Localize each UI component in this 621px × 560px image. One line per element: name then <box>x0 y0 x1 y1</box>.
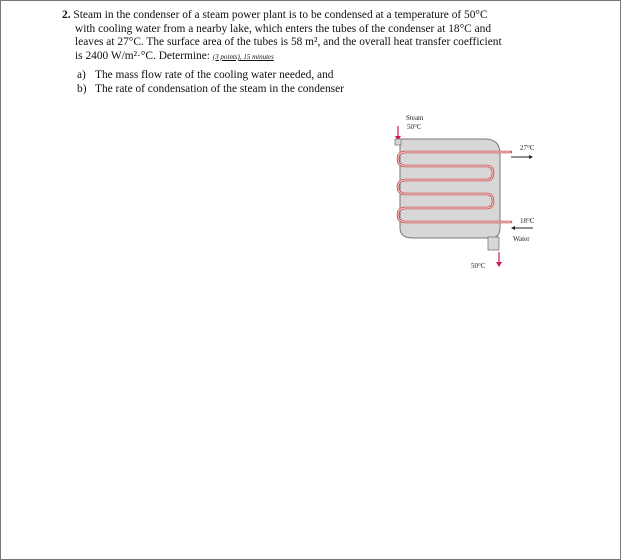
steam-temp-label: 50°C <box>407 123 422 131</box>
condensate-temp-label: 50°C <box>471 262 486 270</box>
problem-number: 2. <box>62 9 71 21</box>
problem-statement <box>62 9 550 64</box>
task-list <box>77 69 344 96</box>
water-inlet-temp-label: 18°C <box>520 217 535 225</box>
task-label: b) <box>77 82 87 95</box>
condenser-diagram <box>380 110 560 280</box>
water-inlet-arrow <box>511 226 533 230</box>
task-item-b <box>77 83 344 97</box>
problem-line-3: leaves at 27°C. The surface area of the tubes is 58 m², and the overall heat transfer coefficient <box>75 36 502 49</box>
task-text: The mass flow rate of the cooling water needed, and <box>95 69 334 81</box>
points-note: (3 points), 15 minutes <box>212 52 274 61</box>
task-item-a <box>77 69 344 83</box>
problem-line-2: with cooling water from a nearby lake, which enters the tubes of the condenser at 18°C and <box>75 22 492 35</box>
problem-line-1: 2. Steam in the condenser of a steam power plant is to be condensed at a temperature of 50°C <box>62 9 488 21</box>
problem-line-4: is 2400 W/m²·°C. Determine: (3 points), 15 minutes <box>75 49 274 62</box>
water-outlet-arrow <box>511 155 533 159</box>
task-label: a) <box>77 69 86 81</box>
steam-label: Steam <box>406 114 424 122</box>
water-outlet-temp-label: 27°C <box>520 144 535 152</box>
water-label: Water <box>513 235 530 243</box>
condensate-outlet-pipe <box>488 237 499 250</box>
condensate-outlet-arrow <box>496 252 502 267</box>
task-text: The rate of condensation of the steam in the condenser <box>95 82 344 95</box>
steam-inlet-pipe <box>395 139 401 145</box>
